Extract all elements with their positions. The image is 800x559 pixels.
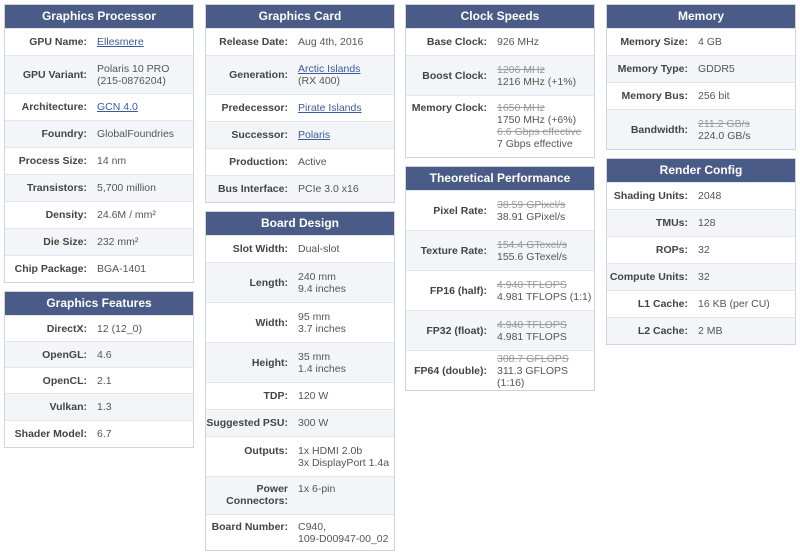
section-title: Clock Speeds (406, 5, 594, 28)
spec-value: 38.91 GPixel/s (497, 210, 566, 223)
spec-old-value: 1206 MHz (497, 63, 545, 76)
spec-value: 3x DisplayPort 1.4a (298, 457, 390, 469)
spec-label: L2 Cache: (637, 325, 688, 337)
spec-row-power-connectors (206, 476, 394, 514)
spec-label: Outputs: (244, 445, 288, 457)
render-config-section (606, 158, 796, 345)
spec-value: Active (298, 156, 327, 168)
spec-label: DirectX: (46, 322, 87, 335)
spec-row-compute-units (607, 263, 795, 290)
spec-label: Length: (249, 276, 288, 289)
spec-value: 2 MB (698, 325, 723, 337)
spec-label: Height: (251, 356, 288, 369)
spec-row-architecture (5, 93, 193, 120)
section-title: Theoretical Performance (406, 167, 594, 190)
spec-label: OpenGL: (42, 348, 87, 361)
spec-value: 35 mm (298, 350, 331, 363)
spec-value: GDDR5 (698, 63, 735, 75)
spec-label: Board Number: (211, 521, 288, 533)
spec-value: Polaris 10 PRO (97, 62, 170, 75)
spec-value: 7 Gbps effective (497, 138, 573, 150)
spec-value: 109-D00947-00_02 (298, 533, 389, 545)
spec-row-foundry (5, 120, 193, 147)
spec-label: GPU Name: (29, 36, 87, 48)
spec-row-tdp (206, 382, 394, 409)
spec-label: TMUs: (655, 217, 688, 229)
spec-row-chip-package (5, 255, 193, 282)
spec-label: Predecessor: (221, 102, 288, 114)
spec-row-release-date (206, 28, 394, 55)
spec-row-directx (5, 315, 193, 341)
spec-row-slot-width (206, 235, 394, 262)
spec-row-l2-cache (607, 317, 795, 344)
spec-value: 224.0 GB/s (698, 129, 751, 142)
spec-value: 2048 (698, 190, 722, 202)
spec-row-predecessor (206, 94, 394, 121)
generation-link[interactable]: Arctic Islands (298, 63, 361, 75)
gpu-name-link[interactable]: Ellesmere (97, 36, 144, 48)
spec-value: 256 bit (698, 90, 730, 102)
spec-value: 32 (698, 244, 710, 256)
spec-row-memory-clock (406, 95, 594, 157)
spec-row-tmus (607, 209, 795, 236)
spec-row-height (206, 342, 394, 382)
spec-value: BGA-1401 (97, 263, 147, 275)
spec-value: 5,700 million (97, 182, 156, 194)
spec-old-value: 154.4 GTexel/s (497, 238, 568, 251)
spec-value: (RX 400) (298, 75, 341, 87)
memory-section (606, 4, 796, 150)
successor-link[interactable]: Polaris (298, 129, 331, 141)
spec-value: 9.4 inches (298, 282, 346, 295)
spec-label: Width: (255, 316, 288, 329)
spec-value: C940, (298, 521, 327, 533)
spec-value: 16 KB (per CU) (698, 298, 770, 310)
section-title: Graphics Processor (5, 5, 193, 28)
spec-value: 4.981 TFLOPS (1:1) (497, 290, 592, 303)
spec-label: Memory Size: (620, 36, 688, 48)
spec-value: 300 W (298, 417, 329, 429)
spec-value: (215-0876204) (97, 74, 166, 87)
spec-value: Dual-slot (298, 243, 340, 255)
theoretical-performance-section (405, 166, 595, 391)
spec-row-memory-bus (607, 82, 795, 109)
spec-value: 4.981 TFLOPS (497, 330, 567, 343)
spec-row-successor (206, 121, 394, 148)
spec-label: FP64 (double): (414, 364, 487, 377)
spec-row-memory-size (607, 28, 795, 55)
spec-label: ROPs: (655, 244, 688, 256)
spec-value: 120 W (298, 390, 329, 402)
board-design-section (205, 211, 395, 551)
spec-label: FP16 (half): (429, 284, 487, 297)
spec-value: 1750 MHz (+6%) (497, 114, 577, 126)
spec-row-fp64 (406, 350, 594, 390)
spec-row-vulkan (5, 393, 193, 420)
spec-row-width (206, 302, 394, 342)
spec-label: L1 Cache: (637, 298, 688, 310)
spec-row-opengl (5, 341, 193, 367)
spec-label: Density: (45, 209, 87, 221)
spec-label: FP32 (float): (426, 324, 487, 337)
spec-row-boost-clock (406, 55, 594, 95)
spec-label: OpenCL: (42, 374, 87, 387)
spec-row-bus-interface (206, 175, 394, 202)
spec-value: 4 GB (698, 36, 722, 48)
spec-label: Boost Clock: (422, 69, 487, 82)
spec-value: 24.6M / mm² (97, 209, 156, 221)
spec-row-density (5, 201, 193, 228)
spec-value: 12 (12_0) (97, 322, 142, 335)
spec-old-value: 38.59 GPixel/s (497, 198, 566, 211)
predecessor-link[interactable]: Pirate Islands (298, 102, 362, 114)
spec-old-value: 4.940 TFLOPS (497, 278, 567, 291)
spec-value: 240 mm (298, 270, 336, 283)
spec-label: Foundry: (41, 128, 87, 140)
graphics-card-section (205, 4, 395, 203)
spec-value: Aug 4th, 2016 (298, 36, 364, 48)
spec-label: Release Date: (219, 36, 288, 48)
architecture-link[interactable]: GCN 4.0 (97, 101, 138, 113)
spec-label: Chip Package: (14, 263, 87, 275)
clock-speeds-section (405, 4, 595, 158)
spec-row-pixel-rate (406, 190, 594, 230)
spec-label: Pixel Rate: (433, 204, 487, 217)
column-2 (205, 4, 395, 559)
spec-label: Production: (229, 156, 288, 168)
spec-old-value: 308.7 GFLOPS (497, 352, 569, 365)
spec-value: 32 (698, 271, 710, 283)
spec-label-line: Connectors: (226, 495, 288, 507)
spec-row-process-size (5, 147, 193, 174)
spec-value: 1x HDMI 2.0b (298, 445, 363, 457)
spec-label: Die Size: (43, 236, 87, 248)
column-4 (606, 4, 796, 353)
spec-row-base-clock (406, 28, 594, 55)
spec-row-board-number (206, 514, 394, 550)
spec-label: Generation: (229, 69, 288, 81)
spec-label: Slot Width: (232, 243, 288, 255)
spec-label: Shader Model: (14, 428, 87, 440)
spec-value: 232 mm² (97, 236, 139, 248)
spec-label (206, 483, 294, 507)
spec-label: Bus Interface: (217, 183, 288, 195)
spec-value: 4.6 (97, 348, 112, 361)
spec-old-value: 6.6 Gbps effective (497, 126, 582, 138)
column-1 (4, 4, 194, 456)
spec-row-bandwidth (607, 109, 795, 149)
spec-row-generation (206, 55, 394, 94)
spec-label: Vulkan: (49, 401, 87, 413)
spec-row-length (206, 262, 394, 302)
spec-label: TDP: (263, 390, 288, 402)
spec-row-shading-units (607, 182, 795, 209)
spec-label-line: Power (256, 483, 288, 495)
spec-label: Memory Clock: (411, 102, 487, 114)
spec-label: Base Clock: (426, 36, 487, 48)
graphics-features-section (4, 291, 194, 448)
spec-old-value: 1650 MHz (497, 102, 545, 114)
section-title: Graphics Features (5, 292, 193, 315)
spec-row-production (206, 148, 394, 175)
spec-row-die-size (5, 228, 193, 255)
spec-row-gpu-variant (5, 55, 193, 93)
spec-label: Bandwidth: (630, 123, 688, 136)
spec-value: 2.1 (97, 374, 112, 387)
spec-value: 6.7 (97, 428, 112, 440)
spec-label: Compute Units: (609, 271, 688, 283)
spec-label: Memory Type: (617, 63, 688, 75)
spec-label: Suggested PSU: (206, 417, 288, 429)
graphics-processor-section (4, 4, 194, 283)
section-title: Memory (607, 5, 795, 28)
section-title: Render Config (607, 159, 795, 182)
spec-value: 1216 MHz (+1%) (497, 75, 577, 88)
spec-label: Transistors: (26, 182, 87, 194)
spec-row-shader-model (5, 420, 193, 447)
spec-label: Process Size: (18, 155, 87, 167)
spec-row-fp32 (406, 310, 594, 350)
spec-value: 128 (698, 217, 716, 229)
spec-label: Successor: (231, 129, 288, 141)
spec-value: 1.4 inches (298, 362, 346, 375)
section-title: Graphics Card (206, 5, 394, 28)
spec-value: 1x 6-pin (298, 483, 336, 495)
column-3 (405, 4, 595, 399)
spec-value: 311.3 GFLOPS (1:16) (497, 364, 569, 389)
spec-row-rops (607, 236, 795, 263)
spec-row-l1-cache (607, 290, 795, 317)
spec-value: 926 MHz (497, 36, 540, 48)
spec-label: Memory Bus: (621, 90, 688, 102)
spec-row-gpu-name (5, 28, 193, 55)
spec-label: Architecture: (21, 101, 87, 113)
spec-row-fp16 (406, 270, 594, 310)
section-title: Board Design (206, 212, 394, 235)
spec-row-texture-rate (406, 230, 594, 270)
spec-value: 95 mm (298, 310, 331, 323)
spec-value: 3.7 inches (298, 322, 346, 335)
spec-row-outputs (206, 436, 394, 476)
spec-label: Shading Units: (613, 190, 688, 202)
spec-value: PCIe 3.0 x16 (298, 183, 359, 195)
spec-value: 155.6 GTexel/s (497, 250, 568, 263)
spec-value: 1.3 (97, 401, 112, 413)
spec-old-value: 4.940 TFLOPS (497, 318, 567, 331)
spec-old-value: 211.2 GB/s (698, 117, 750, 130)
spec-row-opencl (5, 367, 193, 393)
spec-value: GlobalFoundries (97, 128, 175, 140)
spec-label: GPU Variant: (22, 68, 87, 81)
spec-label: Texture Rate: (420, 244, 487, 257)
spec-value: 14 nm (97, 155, 127, 167)
spec-row-memory-type (607, 55, 795, 82)
spec-row-suggested-psu (206, 409, 394, 436)
spec-row-transistors (5, 174, 193, 201)
